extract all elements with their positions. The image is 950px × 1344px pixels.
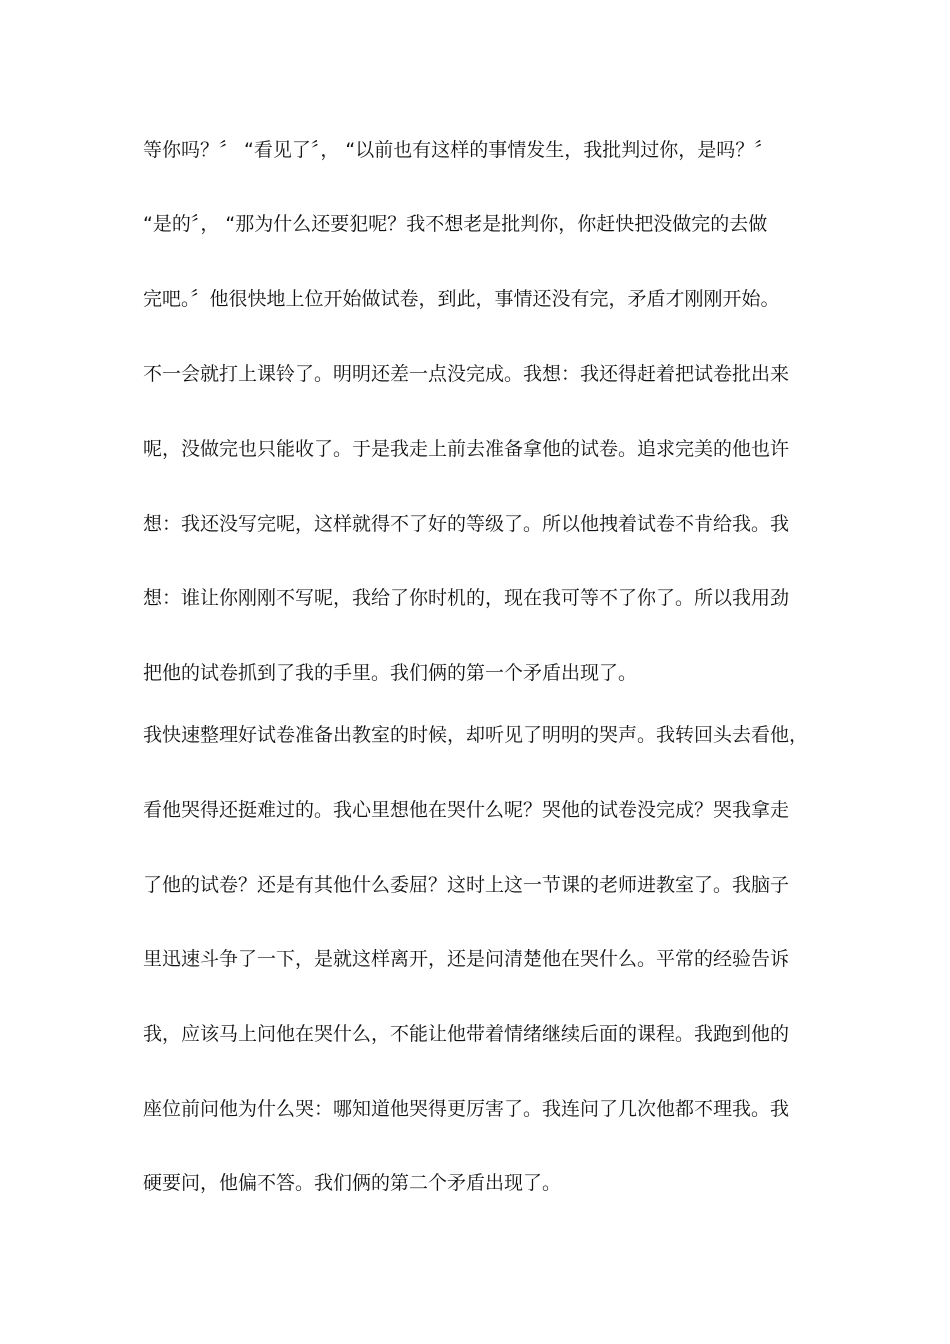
paragraph-line: 完吧。〞他很快地上位开始做试卷，到此，事情还没有完，矛盾才刚刚开始。 [143, 288, 780, 310]
paragraph-line: 看他哭得还挺难过的。我心里想他在哭什么呢？哭他的试卷没完成？哭我拿走 [143, 799, 790, 821]
paragraph-line: 里迅速斗争了一下，是就这样离开，还是问清楚他在哭什么。平常的经验告诉 [143, 948, 790, 970]
paragraph-line: “是的〞， “那为什么还要犯呢？我不想老是批判你，你赶快把没做完的去做 [143, 213, 768, 235]
paragraph-line: 把他的试卷抓到了我的手里。我们俩的第一个矛盾出现了。 [143, 662, 638, 684]
paragraph-line: 想：我还没写完呢，这样就得不了好的等级了。所以他拽着试卷不肯给我。我 [143, 513, 790, 535]
paragraph-line: 我快速整理好试卷准备出教室的时候，却听见了明明的哭声。我转回头去看他， [143, 724, 809, 746]
paragraph-line: 座位前问他为什么哭：哪知道他哭得更厉害了。我连问了几次他都不理我。我 [143, 1098, 790, 1120]
paragraph-line: 硬要问，他偏不答。我们俩的第二个矛盾出现了。 [143, 1172, 562, 1194]
paragraph-line: 我，应该马上问他在哭什么，不能让他带着情绪继续后面的课程。我跑到他的 [143, 1023, 790, 1045]
paragraph-line: 呢，没做完也只能收了。于是我走上前去准备拿他的试卷。追求完美的他也许 [143, 438, 790, 460]
paragraph-line: 了他的试卷？还是有其他什么委屈？这时上这一节课的老师进教室了。我脑子 [143, 874, 790, 896]
paragraph-line: 不一会就打上课铃了。明明还差一点没完成。我想：我还得赶着把试卷批出来 [143, 363, 790, 385]
paragraph-line: 想：谁让你刚刚不写呢，我给了你时机的，现在我可等不了你了。所以我用劲 [143, 587, 790, 609]
paragraph-line: 等你吗？〞 “看见了〞， “以前也有这样的事情发生，我批判过你，是吗？〞 [143, 139, 774, 161]
